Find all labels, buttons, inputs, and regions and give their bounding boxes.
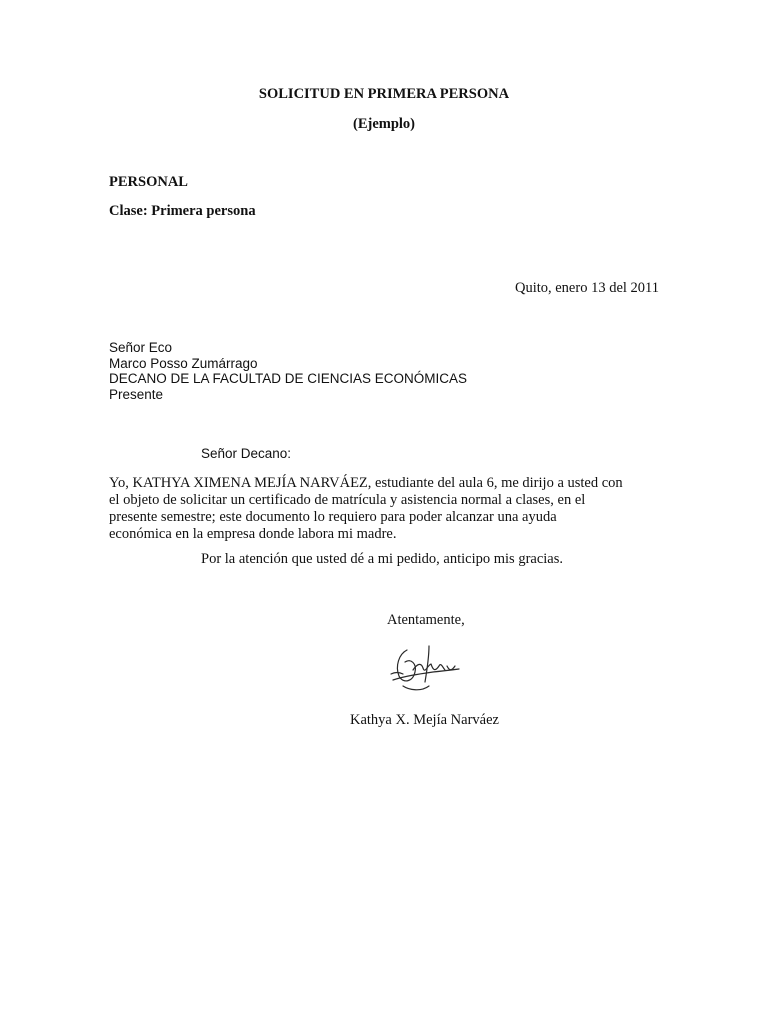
document-subtitle: (Ejemplo) (352, 116, 415, 132)
document-title: SOLICITUD EN PRIMERA PERSONA (258, 86, 510, 102)
body-paragraph (109, 475, 669, 543)
signer-name: Kathya X. Mejía Narváez (350, 712, 499, 728)
recipient-line: Presente (109, 386, 164, 402)
category-label: PERSONAL (109, 174, 188, 190)
closing-paragraph: Por la atención que usted dé a mi pedido, anticipo mis gracias. (201, 551, 563, 567)
recipient-line: Señor Eco (109, 340, 173, 355)
body-line: el objeto de solicitar un certificado de matrícula y asistencia normal a clases, en el (109, 492, 586, 508)
salutation: Señor Decano: (201, 446, 292, 461)
class-label: Clase: Primera persona (109, 203, 256, 219)
handwritten-signature (385, 636, 467, 696)
recipient-line: Marco Posso Zumárrago (109, 355, 258, 371)
body-line: económica en la empresa donde labora mi madre. (109, 526, 397, 542)
recipient-block (109, 340, 467, 402)
body-line: presente semestre; este documento lo requiero para poder alcanzar una ayuda (109, 509, 557, 525)
body-line: Yo, KATHYA XIMENA MEJÍA NARVÁEZ, estudiante del aula 6, me dirijo a usted con (109, 475, 623, 491)
letter-date: Quito, enero 13 del 2011 (514, 280, 659, 296)
regards-line: Atentamente, (387, 612, 465, 628)
recipient-line: DECANO DE LA FACULTAD DE CIENCIAS ECONÓMICAS (109, 371, 468, 386)
